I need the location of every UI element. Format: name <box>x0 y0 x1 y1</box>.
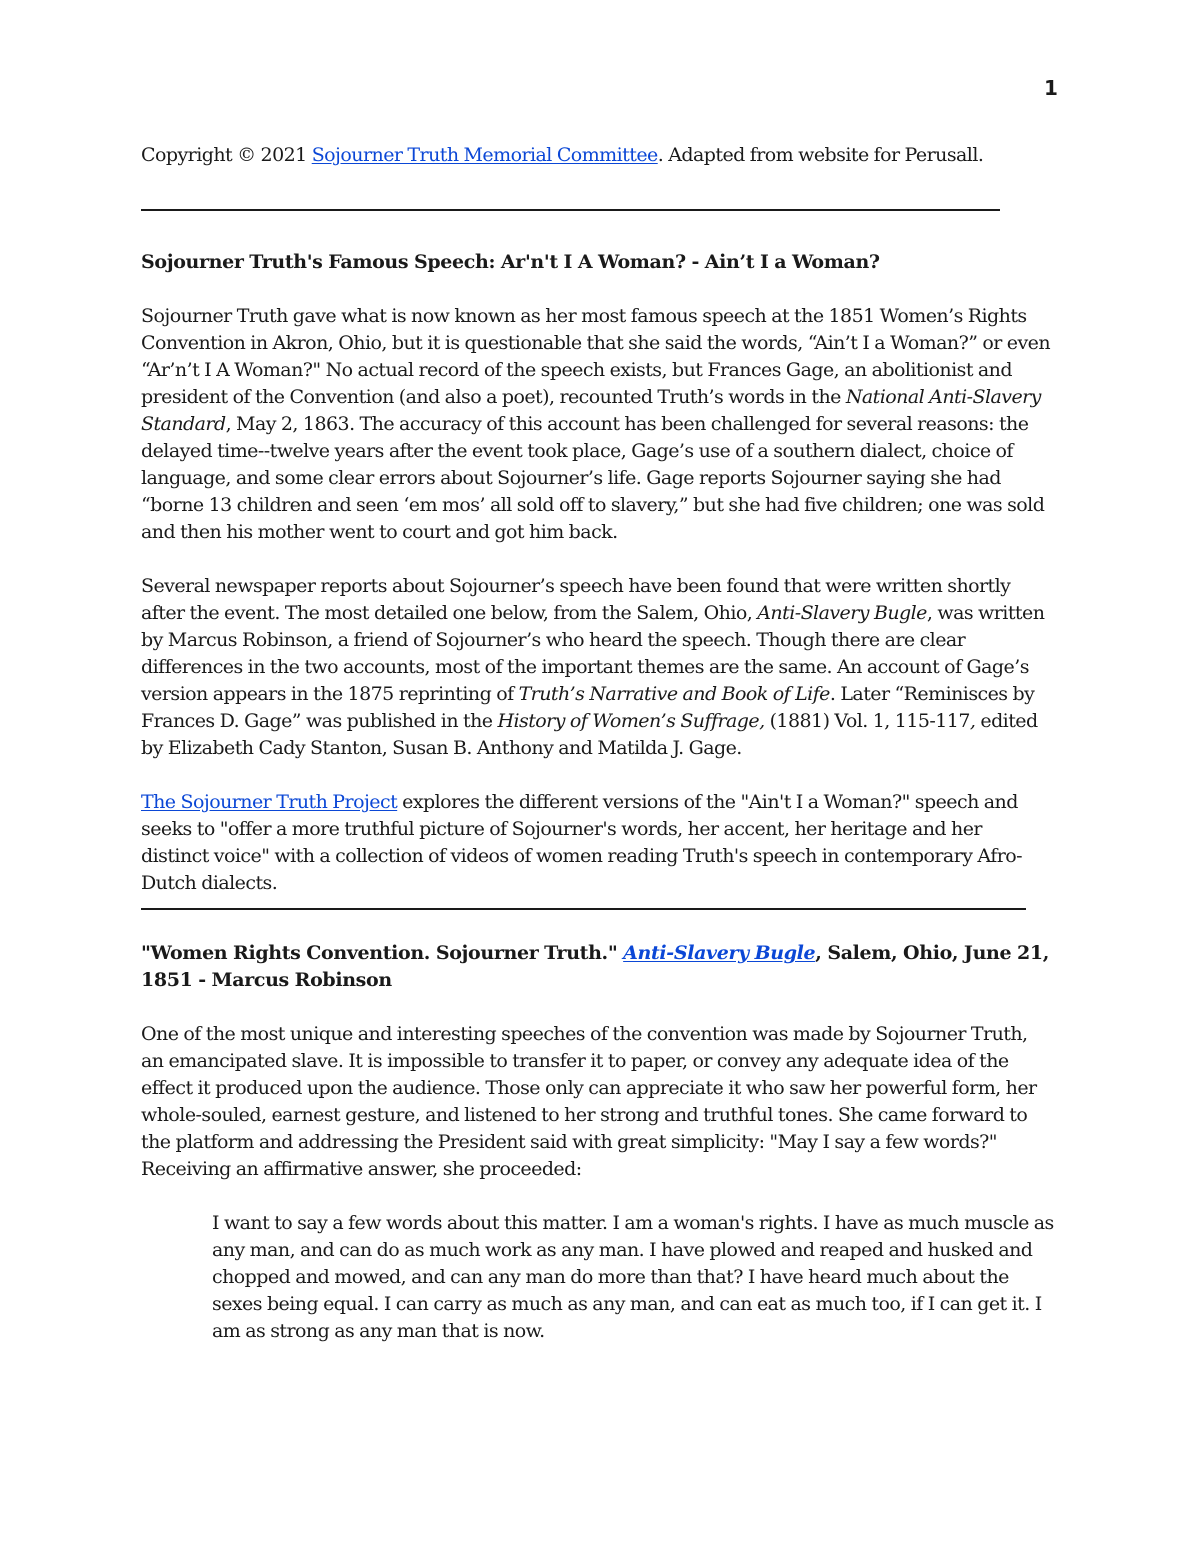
reports-text-5: edited by Elizabeth Cady Stanton, Susan B. Anthony and Matilda J. Gage. <box>141 710 1038 759</box>
anti-slavery-bugle-link-text: Anti-Slavery Bugle <box>623 942 816 964</box>
reports-title-bugle: Anti-Slavery Bugle <box>757 602 927 624</box>
reports-title-narrative: Truth’s Narrative and Book of Life <box>518 683 830 705</box>
intro-text-1: Sojourner Truth gave what is now known as her most famous speech at the 1851 Women’s Rights Convention in Akron, Ohio, but it is questionable that she said the words, “Ain’t I a Woman?” or even “Ar’n’t I A Woman?" No actual record of the speech exists, but Frances Gage, an abolitionist and president of the Convention (and also a poet), recounted Truth’s words in the <box>141 305 1051 408</box>
bugle-article-heading <box>141 940 1053 994</box>
reports-text-1: Several newspaper reports about Sojourner’s speech have been found that were written shortly after the event. The most detailed one below, from the Salem, Ohio, <box>141 575 1011 624</box>
reports-title-history: History of Women’s Suffrage, <box>497 710 765 732</box>
speech-quote: I want to say a few words about this matter. I am a woman's rights. I have as much muscle as any man, and can do as much work as any man. I have plowed and reaped and husked and chopped and mowed, and can any man do more than that? I have heard much about the sexes being equal. I can carry as much as any man, and can eat as much too, if I can get it. I am as strong as any man that is now. <box>212 1212 1054 1342</box>
project-paragraph <box>141 789 1053 897</box>
anti-slavery-bugle-link[interactable] <box>623 942 815 964</box>
horizontal-rule-middle <box>141 908 1026 910</box>
intro-paragraph <box>141 303 1053 546</box>
page-number: 1 <box>1044 76 1058 100</box>
famous-speech-heading: Sojourner Truth's Famous Speech: Ar'n't I A Woman? - Ain’t I a Woman? <box>141 251 880 273</box>
intro-text-2: , May 2, 1863. The accuracy of this account has been challenged for several reasons: the delayed time--twelve years after the event took place, Gage’s use of a southern dialect, choice of language, and some clear errors about Sojourner’s life. Gage reports Sojourner saying she had “borne 13 children and seen ‘em mos’ all sold off to slavery,” but she had five children; one was sold and then his mother went to court and got him back. <box>141 413 1045 543</box>
copyright-suffix: . Adapted from website for Perusall. <box>657 144 984 166</box>
copyright-line <box>141 142 1053 169</box>
newspaper-reports-paragraph <box>141 573 1053 762</box>
reports-text-3: . Later “Reminisces by Frances D. Gage” was published in the <box>141 683 1035 732</box>
copyright-prefix: Copyright © 2021 <box>141 144 312 166</box>
reports-comma: , <box>969 710 976 732</box>
sojourner-truth-project-link[interactable]: The Sojourner Truth Project <box>141 791 398 813</box>
bugle-heading-text-2: , Salem, Ohio, June 21, 1851 - Marcus Robinson <box>141 942 1050 991</box>
intro-publication-title: National Anti-Slavery Standard <box>141 386 1041 435</box>
memorial-committee-link[interactable]: Sojourner Truth Memorial Committee <box>311 144 658 166</box>
convention-paragraph: One of the most unique and interesting speeches of the convention was made by Sojourner Truth, an emancipated slave. It is impossible to transfer it to paper, or convey any adequate idea of the effect it produced upon the audience. Those only can appreciate it who saw her powerful form, her whole-souled, earnest gesture, and listened to her strong and truthful tones. She came forward to the platform and addressing the President said with great simplicity: "May I say a few words?" Receiving an affirmative answer, she proceeded: <box>141 1023 1037 1180</box>
reports-text-2: , was written by Marcus Robinson, a friend of Sojourner’s who heard the speech. Though there are clear differences in the two accounts, most of the important themes are the same. An account of Gage’s version appears in the 1875 reprinting of <box>141 602 1045 705</box>
horizontal-rule-top <box>141 209 1000 211</box>
project-text: explores the different versions of the "Ain't I a Woman?" speech and seeks to "offer a more truthful picture of Sojourner's words, her accent, her heritage and her distinct voice" with a collection of videos of women reading Truth's speech in contemporary Afro-Dutch dialects. <box>141 791 1023 894</box>
document-body <box>141 142 1053 1345</box>
reports-text-4: (1881) Vol. 1, 115-117 <box>764 710 970 732</box>
bugle-heading-text-1: "Women Rights Convention. Sojourner Truth." <box>141 942 624 964</box>
